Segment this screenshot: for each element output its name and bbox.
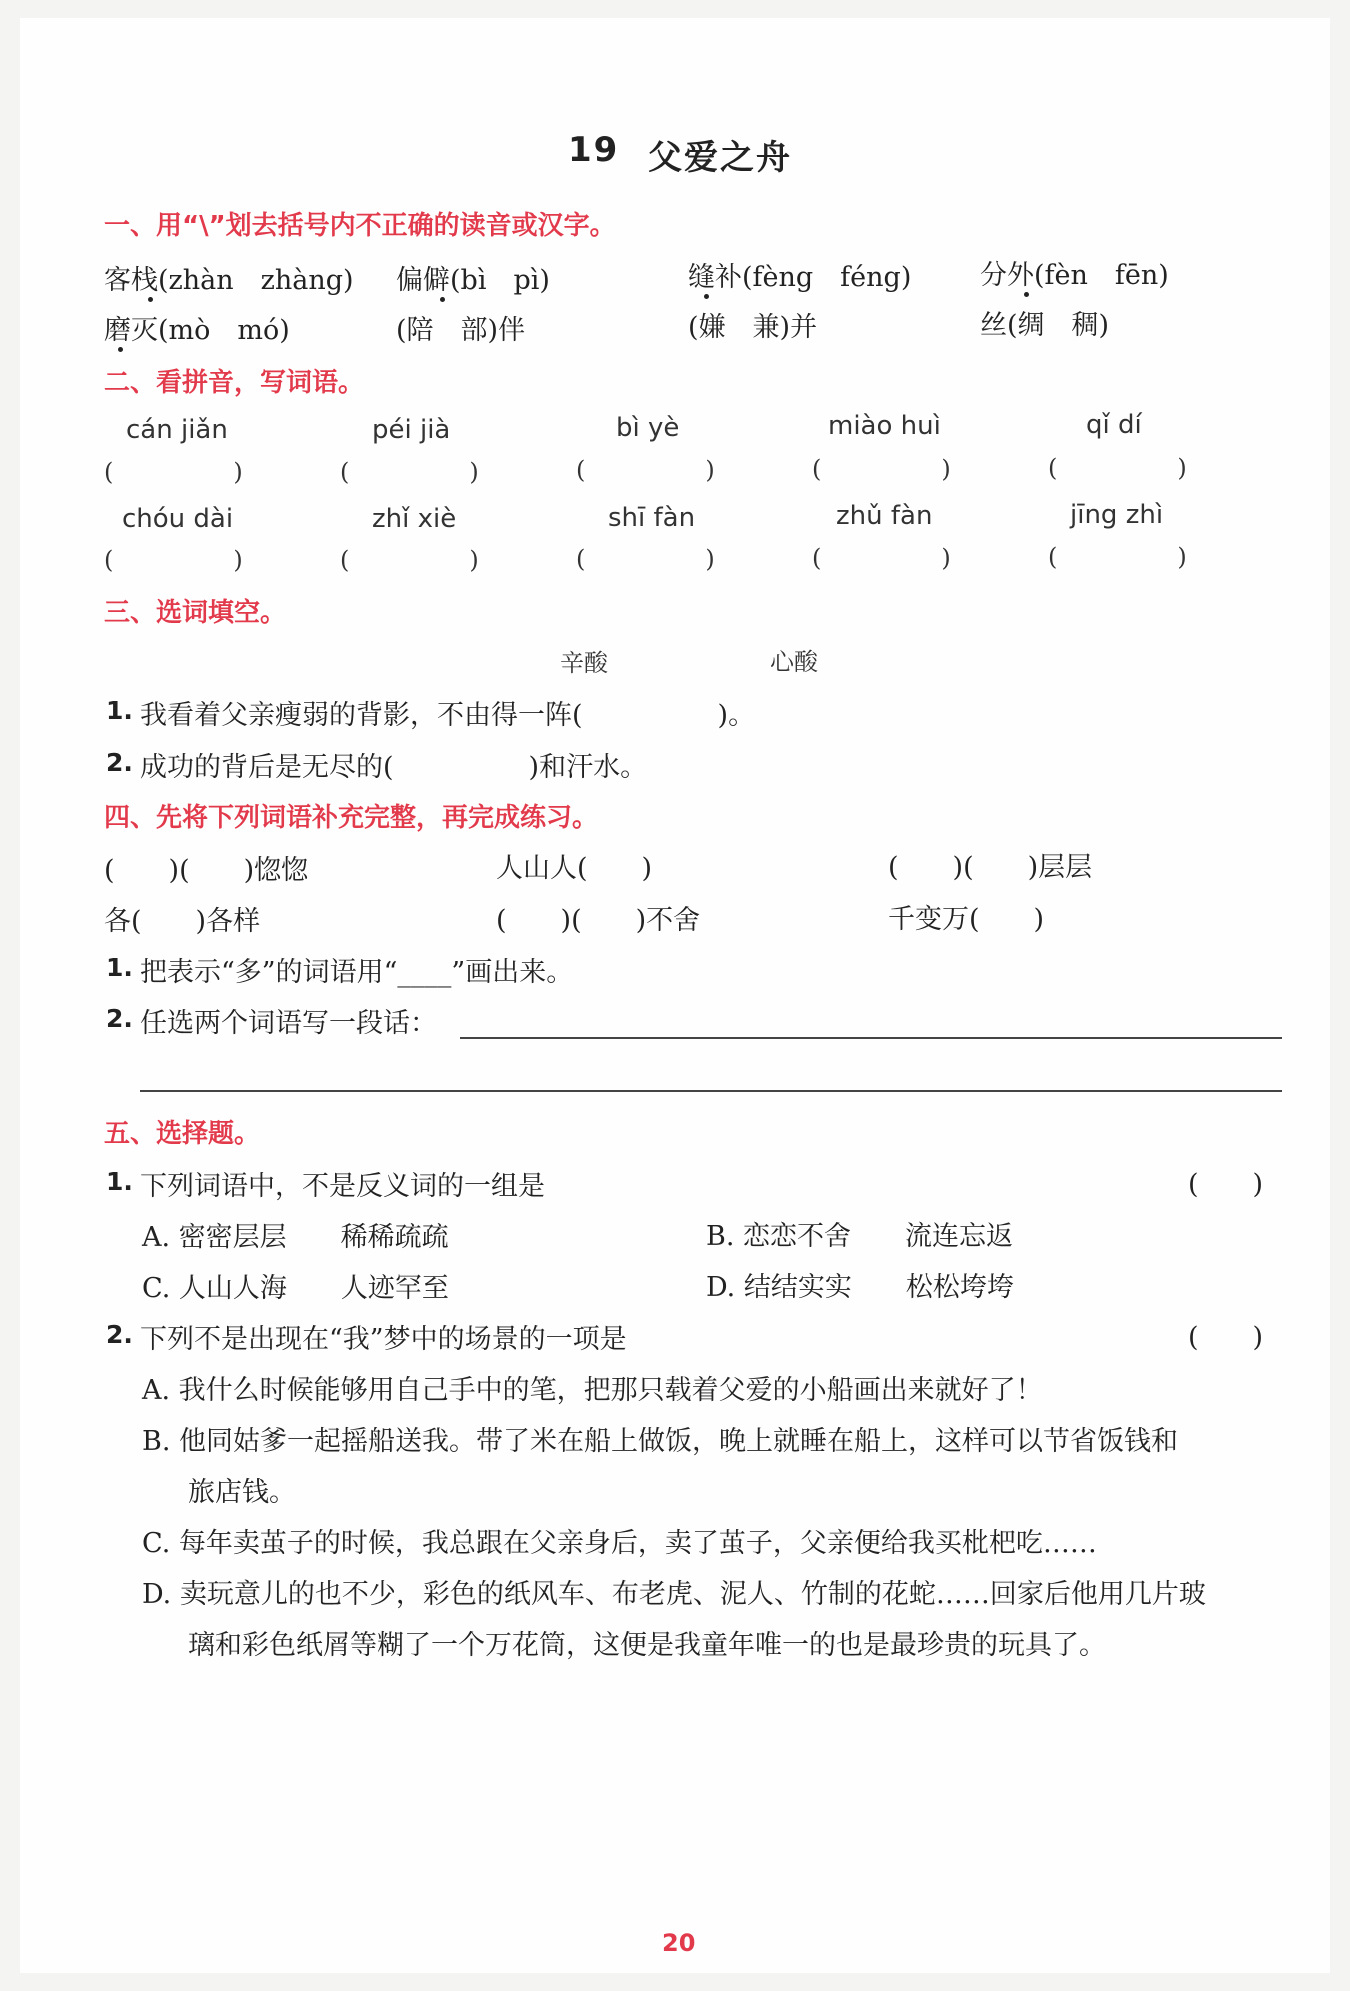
question-number: 1.: [106, 953, 133, 982]
answer-box[interactable]: ( ): [104, 458, 243, 486]
fill-blank-question[interactable]: 成功的背后是无尽的( )和汗水。: [140, 752, 648, 783]
s1-item[interactable]: 分外(fèn fēn): [980, 260, 1169, 291]
pinyin-label: shī fàn: [608, 503, 696, 533]
s1-item[interactable]: 磨灭(mò mó): [104, 315, 290, 346]
writing-line[interactable]: [140, 1090, 1282, 1092]
lesson-number: 19: [568, 130, 620, 170]
answer-box[interactable]: ( ): [812, 455, 951, 483]
pinyin-label: miào huì: [828, 411, 941, 441]
mc-question: 下列词语中，不是反义词的一组是: [140, 1171, 545, 1202]
question-number: 2.: [106, 748, 133, 777]
page-title: 父爱之舟: [648, 138, 792, 178]
word-option: 辛酸: [560, 649, 608, 677]
mc-option[interactable]: D. 卖玩意儿的也不少，彩色的纸风车、布老虎、泥人、竹制的花蛇……回家后他用几片玻: [142, 1579, 1206, 1610]
pinyin-label: chóu dài: [122, 504, 234, 534]
mc-option[interactable]: D. 结结实实 松松垮垮: [706, 1272, 1014, 1303]
section-2-heading: 二、看拼音，写词语。: [104, 368, 365, 398]
idiom-blank[interactable]: ( )( )层层: [888, 852, 1093, 883]
mc-option[interactable]: B. 恋恋不舍 流连忘返: [706, 1221, 1014, 1252]
writing-line[interactable]: [460, 1037, 1282, 1039]
s1-item[interactable]: 客栈(zhàn zhàng): [104, 265, 354, 296]
pinyin-label: cán jiǎn: [126, 415, 228, 445]
word-option: 心酸: [770, 648, 818, 676]
idiom-blank[interactable]: ( )( )不舍: [496, 905, 701, 936]
mc-option[interactable]: A. 密密层层 稀稀疏疏: [142, 1222, 449, 1253]
s1-item[interactable]: 偏僻(bì pì): [396, 265, 550, 296]
pinyin-label: bì yè: [616, 413, 680, 443]
answer-box[interactable]: ( ): [812, 544, 951, 572]
answer-box[interactable]: ( ): [340, 458, 479, 486]
section-1-heading: 一、用“\”划去括号内不正确的读音或汉字。: [104, 211, 616, 241]
emphasis-dot: [148, 297, 153, 302]
answer-box[interactable]: ( ): [1048, 454, 1187, 482]
mc-question: 下列不是出现在“我”梦中的场景的一项是: [140, 1324, 627, 1355]
idiom-blank[interactable]: 千变万( ): [888, 904, 1045, 935]
fill-blank-question[interactable]: 我看着父亲瘦弱的背影，不由得一阵( )。: [140, 700, 756, 731]
s1-item[interactable]: (陪 部)伴: [396, 315, 526, 346]
section-5-heading: 五、选择题。: [104, 1119, 261, 1149]
answer-box[interactable]: ( ): [104, 546, 243, 574]
answer-paren[interactable]: ( ): [1188, 1322, 1264, 1353]
pinyin-label: jīng zhì: [1070, 500, 1164, 530]
idiom-blank[interactable]: 人山人( ): [496, 853, 653, 884]
s1-item[interactable]: (嫌 兼)并: [688, 312, 818, 343]
answer-box[interactable]: ( ): [1048, 543, 1187, 571]
idiom-blank[interactable]: ( )( )惚惚: [104, 855, 309, 886]
pinyin-label: péi jià: [372, 415, 451, 445]
answer-paren[interactable]: ( ): [1188, 1169, 1264, 1200]
mc-option[interactable]: C. 每年卖茧子的时候，我总跟在父亲身后，卖了茧子，父亲便给我买枇杷吃……: [142, 1528, 1097, 1559]
pinyin-label: zhǐ xiè: [372, 504, 457, 534]
question-number: 2.: [106, 1320, 133, 1349]
emphasis-dot: [118, 347, 123, 352]
section-3-heading: 三、选词填空。: [104, 598, 287, 628]
question-number: 2.: [106, 1004, 133, 1033]
section-4-heading: 四、先将下列词语补充完整，再完成练习。: [104, 803, 599, 833]
emphasis-dot: [1024, 292, 1029, 297]
mc-option[interactable]: A. 我什么时候能够用自己手中的笔，把那只载着父爱的小船画出来就好了！: [142, 1375, 1043, 1406]
mc-option-continuation: 璃和彩色纸屑等糊了一个万花筒，这便是我童年唯一的也是最珍贵的玩具了。: [188, 1630, 1106, 1661]
answer-box[interactable]: ( ): [576, 456, 715, 484]
question-number: 1.: [106, 1167, 133, 1196]
exercise-question: 把表示“多”的词语用“____”画出来。: [140, 957, 574, 988]
s1-item[interactable]: 缝补(fèng féng): [688, 262, 912, 293]
question-number: 1.: [106, 696, 133, 725]
s1-item[interactable]: 丝(绸 稠): [980, 310, 1110, 341]
answer-box[interactable]: ( ): [340, 546, 479, 574]
pinyin-label: qǐ dí: [1086, 410, 1142, 440]
mc-option-continuation: 旅店钱。: [188, 1477, 296, 1508]
mc-option[interactable]: C. 人山人海 人迹罕至: [142, 1273, 449, 1304]
exercise-question: 任选两个词语写一段话：: [140, 1008, 437, 1039]
mc-option[interactable]: B. 他同姑爹一起摇船送我。带了米在船上做饭，晚上就睡在船上，这样可以节省饭钱和: [142, 1426, 1179, 1457]
pinyin-label: zhǔ fàn: [836, 501, 933, 531]
emphasis-dot: [704, 294, 709, 299]
answer-box[interactable]: ( ): [576, 545, 715, 573]
idiom-blank[interactable]: 各( )各样: [104, 906, 261, 937]
page-number: 20: [662, 1929, 696, 1957]
emphasis-dot: [440, 297, 445, 302]
